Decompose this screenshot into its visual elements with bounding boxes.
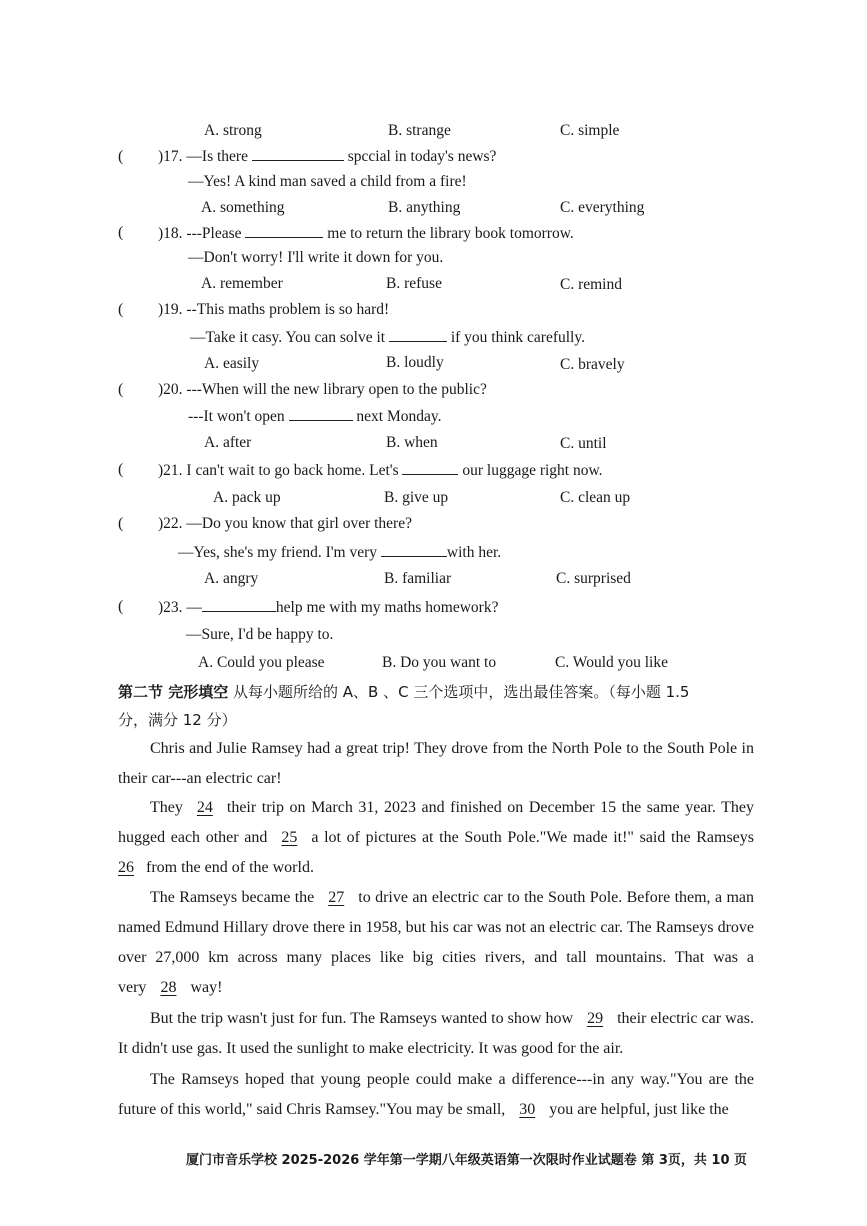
question-number: )23.	[158, 599, 183, 616]
answer-bracket[interactable]: (	[118, 461, 124, 478]
q19-option-b: B. loudly	[386, 354, 444, 371]
section-heading	[118, 682, 689, 702]
answer-blank[interactable]	[252, 146, 344, 161]
page-footer: 厦门市音乐学校 2025-2026 学年第一学期八年级英语第一次限时作业试题卷 第 3页，共 10 页	[186, 1153, 748, 1168]
q17-option-c: C. everything	[560, 199, 645, 216]
q22-option-c: C. surprised	[556, 570, 631, 587]
question-19-line-2: —Take it casy. You can solve it if you think carefully.	[190, 329, 585, 346]
passage-paragraph-5: The Ramseys hoped that young people could make a difference---in any way."You are the future of this world," said Chris Ramsey."You may be small, 30 you are helpful, just like the	[118, 1071, 754, 1118]
q21-option-c: C. clean up	[560, 489, 631, 506]
section-instruction-cont: 分，满分 12 分）	[118, 711, 237, 729]
question-18: )18. ---Please me to return the library book tomorrow.	[158, 225, 574, 242]
question-number: )19.	[158, 301, 183, 318]
q17-option-a: A. something	[201, 199, 285, 216]
cloze-blank-24[interactable]: 24	[196, 799, 213, 816]
q17-option-b: B. anything	[388, 199, 461, 216]
q23-option-b: B. Do you want to	[382, 654, 497, 671]
question-17-line-2: —Yes! A kind man saved a child from a fire!	[188, 173, 467, 190]
question-number: )22.	[158, 515, 183, 532]
answer-bracket[interactable]: (	[118, 598, 124, 615]
cloze-blank-26[interactable]: 26	[118, 859, 134, 876]
question-number: )17.	[158, 148, 183, 165]
q16-option-c: C. simple	[560, 122, 620, 139]
question-number: )21.	[158, 462, 183, 479]
section-title: 第二节 完形填空	[118, 683, 229, 701]
answer-bracket[interactable]: (	[118, 381, 124, 398]
cloze-blank-25[interactable]: 25	[281, 829, 298, 846]
question-20-line-2: ---It won't open next Monday.	[188, 408, 442, 425]
question-22: )22. —Do you know that girl over there?	[158, 515, 412, 532]
cloze-blank-29[interactable]: 29	[587, 1010, 604, 1027]
question-21: )21. I can't wait to go back home. Let's our luggage right now.	[158, 462, 603, 479]
q16-option-b: B. strange	[388, 122, 451, 139]
question-23-line-2: —Sure, I'd be happy to.	[186, 626, 334, 643]
q23-option-c: C. Would you like	[555, 654, 668, 671]
question-20: )20. ---When will the new library open to the public?	[158, 381, 487, 398]
passage-paragraph-2: They 24 their trip on March 31, 2023 and finished on December 15 the same year. They hugged each other and 25 a lot of pictures at the South Pole."We made it!" said the Ramseys 26 from the end of the world.	[118, 799, 755, 876]
section-instruction: 从每小题所给的 A、B 、C 三个选项中，选出最佳答案。（每小题 1.5	[233, 683, 690, 701]
question-23: )23. — help me with my maths homework?	[158, 599, 499, 616]
q18-option-b: B. refuse	[386, 275, 442, 292]
q22-option-b: B. familiar	[384, 570, 452, 587]
answer-bracket[interactable]: (	[118, 148, 124, 165]
answer-bracket[interactable]: (	[118, 515, 124, 532]
q20-option-b: B. when	[386, 434, 438, 451]
q19-option-c: C. bravely	[560, 356, 625, 373]
cloze-blank-27[interactable]: 27	[328, 889, 345, 906]
question-19: )19. --This maths problem is so hard!	[158, 301, 390, 318]
q22-option-a: A. angry	[204, 570, 259, 587]
question-22-line-2: —Yes, she's my friend. I'm very with her.	[178, 544, 502, 561]
answer-blank[interactable]	[381, 542, 447, 557]
passage-paragraph-1: Chris and Julie Ramsey had a great trip! They drove from the North Pole to the South Pole in their car---an electric car!	[118, 740, 754, 787]
question-number: )18.	[158, 225, 183, 242]
q23-option-a: A. Could you please	[198, 654, 325, 671]
answer-blank[interactable]	[289, 406, 353, 421]
answer-blank[interactable]	[245, 223, 323, 238]
answer-bracket[interactable]: (	[118, 301, 124, 318]
q20-option-c: C. until	[560, 435, 607, 452]
answer-blank[interactable]	[202, 597, 276, 612]
answer-blank[interactable]	[402, 460, 458, 475]
question-17: )17. —Is there spccial in today's news?	[158, 148, 497, 165]
cloze-blank-30[interactable]: 30	[519, 1101, 536, 1118]
q21-option-a: A. pack up	[213, 489, 281, 506]
q18-option-a: A. remember	[201, 275, 283, 292]
answer-blank[interactable]	[389, 327, 447, 342]
passage-paragraph-4: But the trip wasn't just for fun. The Ramseys wanted to show how 29 their electric car was. It didn't use gas. It used the sunlight to make electricity. It was good for the air.	[118, 1010, 754, 1057]
answer-bracket[interactable]: (	[118, 224, 124, 241]
q21-option-b: B. give up	[384, 489, 449, 506]
question-number: )20.	[158, 381, 183, 398]
cloze-blank-28[interactable]: 28	[160, 979, 177, 996]
question-18-line-2: —Don't worry! I'll write it down for you.	[188, 249, 444, 266]
q18-option-c: C. remind	[560, 276, 622, 293]
q19-option-a: A. easily	[204, 355, 260, 372]
q16-option-a: A. strong	[204, 122, 262, 139]
q20-option-a: A. after	[204, 434, 252, 451]
passage-paragraph-3: The Ramseys became the 27 to drive an electric car to the South Pole. Before them, a man named Edmund Hillary drove there in 1958, but his car was not an electric car. The Ramseys drove over 27,000 km across many places like big cities rivers, and tall mountains. That was a very 28 way!	[118, 889, 755, 996]
